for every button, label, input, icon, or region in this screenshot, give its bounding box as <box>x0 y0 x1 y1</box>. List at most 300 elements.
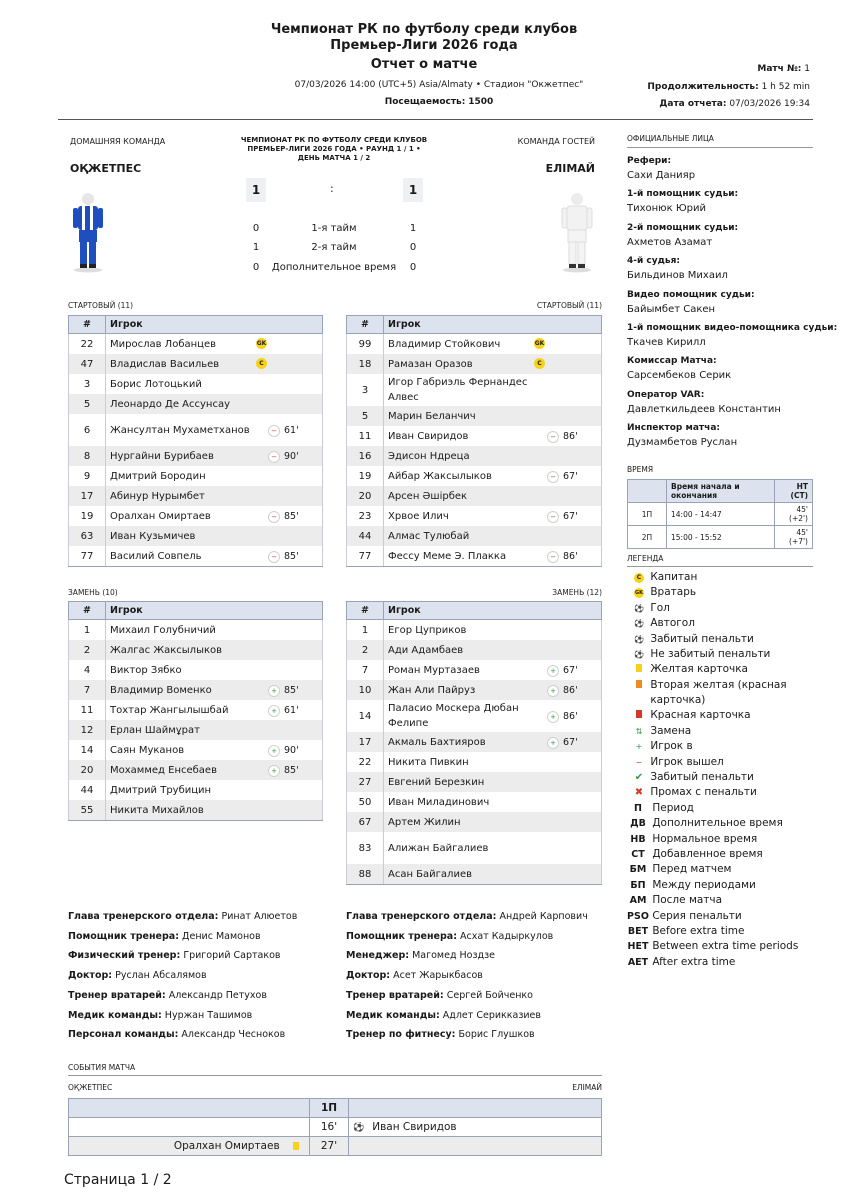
legend-label: Период <box>652 801 694 814</box>
header-divider <box>58 119 813 120</box>
player-name: Хрвое Илич <box>388 510 449 522</box>
staff-role: Помощник тренера: <box>346 930 458 942</box>
player-number: 22 <box>69 334 106 355</box>
official-name: Ахметов Азамат <box>627 236 713 248</box>
player-number: 2 <box>69 640 106 660</box>
legend-abbr: HET <box>627 941 649 953</box>
table-row <box>69 640 323 660</box>
player-name: Дмитрий Бородин <box>110 470 206 482</box>
player-cell <box>384 374 602 406</box>
period-home: 1 <box>252 242 260 253</box>
table-row <box>69 780 323 800</box>
legend-label: После матча <box>652 894 723 907</box>
staff-role: Медик команды: <box>68 1009 162 1021</box>
player-in-icon: + <box>547 685 559 697</box>
player-cell <box>384 640 602 660</box>
events-period: 1П <box>310 1099 349 1118</box>
legend-abbr-item <box>627 893 722 908</box>
staff-role: Глава тренерского отдела: <box>68 911 219 922</box>
penalty-missed-icon: ⚽ <box>634 650 644 659</box>
goal-icon: ⚽ <box>634 603 644 613</box>
player-number: 17 <box>347 732 384 752</box>
table-row <box>69 486 323 506</box>
away-starting-label: СТАРТОВЫЙ (11) <box>536 301 602 310</box>
sub-minute: 85' <box>284 551 299 562</box>
events-table <box>68 1098 602 1156</box>
legend-label: Дополнительное время <box>652 817 783 830</box>
player-cell <box>384 772 602 792</box>
yellow-card-icon <box>631 662 647 677</box>
staff-member <box>68 970 207 981</box>
staff-role: Тренер вратарей: <box>68 989 166 1001</box>
player-name: Артем Жилин <box>388 816 461 828</box>
legend-label: Не забитый пенальти <box>650 648 771 660</box>
period-home: 0 <box>252 262 260 273</box>
player-name: Никита Пивкин <box>388 756 469 768</box>
table-row <box>347 620 602 641</box>
staff-role: Доктор: <box>68 970 113 982</box>
table-row <box>69 446 323 466</box>
staff-name: Асхат Кадыркулов <box>460 930 554 942</box>
player-cell <box>106 506 323 526</box>
player-name: Фессу Меме Э. Плакка <box>388 550 507 562</box>
ht-col-header: HT (CT) <box>774 480 812 503</box>
player-cell <box>384 334 602 355</box>
player-number: 4 <box>69 660 106 680</box>
player-name: Никита Михайлов <box>110 804 204 816</box>
player-cell <box>106 374 323 394</box>
sub-minute: 85' <box>284 511 299 522</box>
player-cell <box>106 486 323 506</box>
substitution-event <box>268 743 310 758</box>
legend-label: Гол <box>650 601 670 614</box>
player-number: 16 <box>347 446 384 466</box>
away-subs-table <box>346 601 602 885</box>
legend-label: Промах с пенальти <box>650 786 757 799</box>
col-player-header: Игрок <box>384 602 602 620</box>
staff-name: Магомед Ноздзе <box>412 950 496 962</box>
player-number: 44 <box>69 780 106 800</box>
player-name: Евгений Березкин <box>388 776 485 788</box>
staff-member <box>68 1029 285 1040</box>
events-away-team: ЕЛІМАЙ <box>572 1083 602 1092</box>
official-name: Тихонюк Юрий <box>627 203 706 215</box>
player-in-icon: + <box>268 765 280 777</box>
official-role: 2-й помощник судьи: <box>627 222 739 233</box>
player-number: 20 <box>69 760 106 780</box>
staff-member <box>346 950 495 961</box>
player-cell <box>106 526 323 546</box>
player-number: 23 <box>347 506 384 526</box>
event-away-player: Иван Свиридов <box>372 1121 457 1133</box>
player-out-icon: − <box>547 551 559 563</box>
period-label: Дополнительное время <box>271 262 397 273</box>
player-cell <box>384 426 602 446</box>
duration-label: Продолжительность: <box>647 82 759 92</box>
player-name: Владимир Стойкович <box>388 338 501 350</box>
player-name: Иван Свиридов <box>388 430 469 442</box>
sub-minute: 86' <box>563 431 578 442</box>
player-cell <box>384 354 602 374</box>
player-in-icon: + <box>268 745 280 757</box>
player-number: 67 <box>347 812 384 832</box>
report-title-line3: Отчет о матче <box>370 57 478 72</box>
shootout-missed-icon: ✖ <box>634 787 644 799</box>
player-cell <box>106 446 323 466</box>
col-number-header: # <box>347 316 384 334</box>
staff-member <box>346 990 533 1001</box>
player-name: Дмитрий Трубицин <box>110 784 212 796</box>
staff-name: Денис Мамонов <box>182 930 261 942</box>
player-name: Василий Совпель <box>110 550 202 562</box>
player-number: 8 <box>69 446 106 466</box>
legend-abbr-item <box>627 924 744 939</box>
legend-abbr-item <box>627 847 763 862</box>
player-number: 88 <box>347 864 384 885</box>
player-cell <box>384 466 602 486</box>
player-number: 20 <box>347 486 384 506</box>
player-name: Ади Адамбаев <box>388 644 464 656</box>
staff-role: Менеджер: <box>346 950 410 962</box>
legend-abbr: СТ <box>631 848 645 860</box>
time-period: 1П <box>628 503 667 526</box>
legend-abbr: BET <box>627 925 649 937</box>
staff-name: Асет Жарыкбасов <box>393 970 483 982</box>
away-team-label: КОМАНДА ГОСТЕЙ <box>517 137 595 146</box>
player-name: Владислав Васильев <box>110 358 220 370</box>
staff-role: Тренер вратарей: <box>346 989 444 1001</box>
goal-icon: ⚽ <box>353 1123 365 1133</box>
match-duration <box>647 82 810 92</box>
staff-role: Помощник тренера: <box>68 930 180 942</box>
table-row <box>347 832 602 864</box>
event-home-player: Оралхан Омиртаев <box>173 1140 280 1152</box>
event-minute: 27' <box>310 1137 349 1156</box>
player-name: Тохтар Жангылышбай <box>110 704 229 716</box>
legend-label: Between extra time periods <box>652 940 799 953</box>
official-role: Рефери: <box>627 156 672 166</box>
report-title-line1: Чемпионат РК по футболу среди клубов <box>270 22 578 37</box>
player-number: 22 <box>347 752 384 772</box>
player-name: Мохаммед Енсебаев <box>110 764 217 776</box>
col-number-header: # <box>69 602 106 620</box>
table-row <box>347 406 602 426</box>
table-row <box>69 620 323 641</box>
player-number: 9 <box>69 466 106 486</box>
player-cell <box>384 812 602 832</box>
home-score: 1 <box>246 178 266 202</box>
player-name: Михаил Голубничий <box>110 624 216 636</box>
table-row <box>347 546 602 567</box>
legend-abbr: AET <box>627 956 649 968</box>
goalkeeper-icon: GK <box>256 340 267 347</box>
second-yellow-icon <box>631 678 647 693</box>
player-number: 18 <box>347 354 384 374</box>
staff-member <box>346 1029 535 1040</box>
home-starting-label: СТАРТОВЫЙ (11) <box>68 301 134 310</box>
time-ht: 45' (+7') <box>774 526 812 549</box>
player-name: Мирослав Лобанцев <box>110 338 217 350</box>
page-number: Страница 1 / 2 <box>64 1172 172 1188</box>
official-name: Байымбет Сакен <box>627 303 716 315</box>
player-name: Жан Али Пайруз <box>388 684 476 696</box>
staff-member <box>346 931 553 942</box>
report-date-label: Дата отчета: <box>659 99 727 109</box>
player-cell <box>106 414 323 446</box>
legend-item <box>631 708 751 723</box>
substitution-event <box>268 449 310 464</box>
legend-label: Игрок в <box>650 740 693 753</box>
player-cell <box>106 680 323 700</box>
official-role: 1-й помощник судьи: <box>627 189 739 200</box>
legend-label: Перед матчем <box>652 863 732 876</box>
report-title-line2: Премьер-Лиги 2026 года <box>330 38 518 53</box>
red-card-icon <box>631 708 647 723</box>
player-name: Акмаль Бахтияров <box>388 736 486 748</box>
official-role: Оператор VAR: <box>627 389 705 400</box>
player-name: Рамазан Оразов <box>388 358 473 370</box>
event-away-player <box>349 1137 602 1156</box>
player-name: Эдисон Ндреца <box>388 450 470 462</box>
player-cell <box>384 486 602 506</box>
substitution-event <box>268 683 310 698</box>
away-team-name: ЕЛІМАЙ <box>545 162 595 175</box>
player-name: Игор Габриэль Фернандес Алвес <box>388 377 528 403</box>
competition-round: ЧЕМПИОНАТ РК ПО ФУТБОЛУ СРЕДИ КЛУБОВ ПРЕМЬЕР-ЛИГИ 2026 ГОДА • РАУНД 1 / 1 • ДЕНЬ МАТЧА 1 / 2 <box>240 136 428 162</box>
time-range: 14:00 - 14:47 <box>667 503 775 526</box>
table-row <box>347 772 602 792</box>
player-number: 14 <box>69 740 106 760</box>
staff-member <box>68 911 297 922</box>
period-label: 1-я тайм <box>311 223 357 234</box>
legend-item <box>631 785 757 800</box>
substitution-event <box>268 509 310 524</box>
player-name: Паласио Москера Дюбан Фелипе <box>388 703 519 729</box>
sub-minute: 85' <box>284 765 299 776</box>
player-number: 14 <box>347 700 384 732</box>
table-row <box>347 680 602 700</box>
table-row <box>347 354 602 374</box>
table-row <box>69 506 323 526</box>
legend-label: Игрок вышел <box>650 755 724 768</box>
legend-item <box>631 724 691 739</box>
player-number: 55 <box>69 800 106 821</box>
match-datetime-venue: 07/03/2026 14:00 (UTC+5) Asia/Almaty • Стадион "Окжетпес" <box>294 80 584 90</box>
home-kit-icon <box>70 190 106 274</box>
event-minute: 16' <box>310 1118 349 1137</box>
period-label: 2-я тайм <box>311 242 357 253</box>
home-team-label: ДОМАШНЯЯ КОМАНДА <box>70 137 166 146</box>
table-row <box>347 640 602 660</box>
player-name: Оралхан Омиртаев <box>110 510 211 522</box>
player-number: 11 <box>347 426 384 446</box>
table-row <box>347 752 602 772</box>
player-in-icon: + <box>635 742 643 752</box>
player-number: 83 <box>347 832 384 864</box>
staff-name: Нуржан Ташимов <box>164 1009 253 1021</box>
staff-role: Персонал команды: <box>68 1029 179 1041</box>
player-cell <box>106 780 323 800</box>
player-cell <box>384 700 602 732</box>
player-name: Егор Цуприков <box>388 624 467 636</box>
substitution-event <box>547 429 589 444</box>
events-divider <box>68 1075 602 1076</box>
player-name: Владимир Воменко <box>110 684 212 696</box>
sub-minute: 86' <box>563 551 578 562</box>
yellow-card-icon <box>293 1142 299 1150</box>
home-team-name: ОҚЖЕТПЕС <box>70 162 142 175</box>
table-row <box>69 394 323 414</box>
player-number: 3 <box>69 374 106 394</box>
player-name: Жалгас Жаксылыков <box>110 644 223 656</box>
sub-minute: 86' <box>563 685 578 696</box>
period-home: 0 <box>252 223 260 234</box>
official-role: Комиссар Матча: <box>627 356 717 367</box>
player-cell <box>106 466 323 486</box>
period-away: 0 <box>409 242 417 253</box>
player-name: Иван Миладинович <box>388 796 490 808</box>
player-number: 19 <box>347 466 384 486</box>
legend-label: Замена <box>650 724 692 737</box>
substitution-event <box>268 763 310 778</box>
sub-minute: 85' <box>284 685 299 696</box>
captain-icon: C <box>534 358 545 369</box>
player-cell <box>106 740 323 760</box>
player-number: 17 <box>69 486 106 506</box>
event-home-player <box>69 1118 310 1137</box>
substitution-event <box>547 709 589 724</box>
substitution-event <box>268 549 310 564</box>
player-cell <box>106 800 323 821</box>
player-number: 12 <box>69 720 106 740</box>
substitution-icon: ⇅ <box>635 726 643 736</box>
player-number: 5 <box>347 406 384 426</box>
table-row <box>69 466 323 486</box>
legend-item <box>631 770 754 785</box>
report-date <box>659 99 810 109</box>
player-name: Саян Муканов <box>110 744 185 756</box>
table-row <box>347 466 602 486</box>
legend-label: Капитан <box>650 571 698 583</box>
legend-abbr: ДВ <box>630 818 646 830</box>
staff-member <box>346 970 483 981</box>
home-subs-label: ЗАМЕНЬ (10) <box>68 588 118 597</box>
table-row <box>347 334 602 355</box>
player-out-icon: − <box>547 471 559 483</box>
staff-name: Ринат Алюетов <box>221 911 298 922</box>
sub-minute: 90' <box>284 745 299 756</box>
legend-abbr-item <box>627 878 756 893</box>
player-number: 11 <box>69 700 106 720</box>
player-out-icon: − <box>268 425 280 437</box>
legend-abbr: П <box>634 802 642 814</box>
own-goal-icon: ⚽ <box>634 619 644 629</box>
player-in-icon: + <box>268 705 280 717</box>
table-row <box>347 506 602 526</box>
events-title: СОБЫТИЯ МАТЧА <box>68 1063 136 1072</box>
legend-abbr-item <box>627 832 757 847</box>
table-row <box>69 374 323 394</box>
legend-item <box>631 647 770 662</box>
player-cell <box>106 620 323 641</box>
staff-name: Руслан Абсалямов <box>115 970 207 982</box>
legend-item <box>631 662 748 677</box>
player-name: Арсен Әшірбек <box>388 490 468 502</box>
table-row <box>347 732 602 752</box>
legend-label: Before extra time <box>652 924 745 937</box>
player-cell <box>106 640 323 660</box>
player-in-icon: + <box>547 665 559 677</box>
table-row <box>347 792 602 812</box>
player-name: Асан Байгалиев <box>388 868 472 880</box>
player-name: Виктор Зябко <box>110 664 182 676</box>
score-colon: : <box>330 182 334 195</box>
table-row <box>347 374 602 406</box>
sub-minute: 90' <box>284 451 299 462</box>
away-subs-label: ЗАМЕНЬ (12) <box>552 588 602 597</box>
table-row <box>347 526 602 546</box>
official-name: Дузмамбетов Руслан <box>627 437 738 449</box>
staff-name: Сергей Бойченко <box>446 989 533 1001</box>
player-cell <box>384 680 602 700</box>
officials-divider <box>627 147 813 148</box>
shootout-scored-icon: ✔ <box>634 771 644 783</box>
player-name: Леонардо Де Ассунсау <box>110 398 230 410</box>
legend-abbr: НВ <box>630 833 646 845</box>
time-period: 2П <box>628 526 667 549</box>
player-number: 3 <box>347 374 384 406</box>
player-cell <box>384 660 602 680</box>
substitution-event <box>547 509 589 524</box>
player-cell <box>384 406 602 426</box>
substitution-event <box>268 423 310 438</box>
staff-role: Доктор: <box>346 970 391 982</box>
substitution-event <box>547 683 589 698</box>
player-number: 5 <box>69 394 106 414</box>
legend-abbr-item <box>627 801 694 816</box>
table-row <box>69 546 323 567</box>
legend-label: Забитый пенальти <box>650 632 754 645</box>
legend-item <box>631 755 724 770</box>
legend-item <box>631 616 695 631</box>
player-number: 44 <box>347 526 384 546</box>
legend-abbr-item <box>627 939 798 954</box>
match-number <box>757 64 810 74</box>
staff-name: Борис Глушков <box>458 1029 535 1041</box>
col-number-header: # <box>347 602 384 620</box>
table-row <box>347 812 602 832</box>
col-player-header: Игрок <box>384 316 602 334</box>
staff-member <box>346 1010 541 1021</box>
legend-label: Нормальное время <box>652 832 758 845</box>
sub-minute: 67' <box>563 471 578 482</box>
captain-icon: C <box>256 358 267 369</box>
staff-name: Григорий Сартаков <box>183 950 281 962</box>
penalty-scored-icon: ⚽ <box>634 634 644 644</box>
substitution-event <box>547 469 589 484</box>
legend-title: ЛЕГЕНДА <box>627 554 664 563</box>
player-out-icon: − <box>547 511 559 523</box>
table-row <box>69 660 323 680</box>
table-row <box>69 700 323 720</box>
sub-minute: 61' <box>284 705 299 716</box>
player-cell <box>106 700 323 720</box>
legend-item <box>631 739 693 754</box>
player-name: Ерлан Шаймұрат <box>110 724 200 736</box>
staff-member <box>68 931 261 942</box>
official-name: Бильдинов Михаил <box>627 270 728 282</box>
player-number: 19 <box>69 506 106 526</box>
